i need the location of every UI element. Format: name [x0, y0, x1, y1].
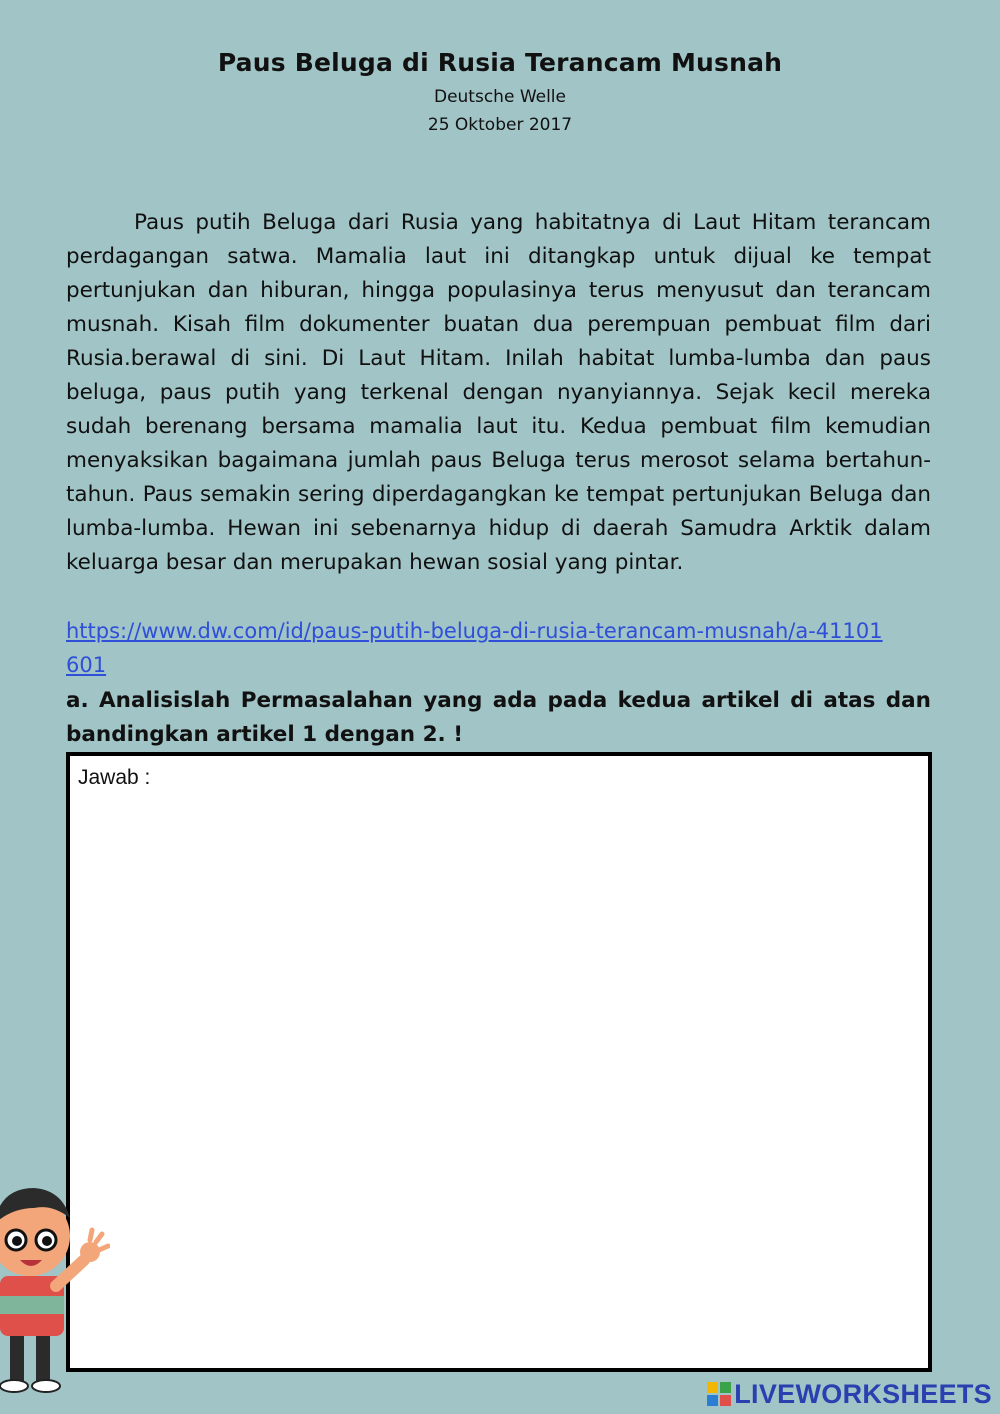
article-body: Paus putih Beluga dari Rusia yang habitatnya di Laut Hitam terancam perdagangan satwa. Mamalia laut ini ditangkap untuk dijual ke tempat pertunjukan dan hiburan, hingga populasinya terus menyusut dan terancam musnah. Kisah film dokumenter buatan dua perempuan pembuat film dari Rusia.berawal di sini. Di Laut Hitam. Inilah habitat lumba-lumba dan paus beluga, paus putih yang terkenal dengan nyanyiannya. Sejak kecil mereka sudah berenang bersama mamalia laut itu. Kedua pembuat film kemudian menyaksikan bagaimana jumlah paus Beluga terus merosot selama bertahun-tahun. Paus semakin sering diperdagangkan ke tempat pertunjukan Beluga dan lumba-lumba. Hewan ini sebenarnya hidup di daerah Samudra Arktik dalam keluarga besar dan merupakan hewan sosial yang pintar. [66, 210, 931, 575]
answer-label: Jawab : [78, 766, 151, 789]
waving-kid-icon [0, 1178, 110, 1398]
article-source: Deutsche Welle [433, 87, 566, 107]
article-title: Paus Beluga di Rusia Terancam Musnah [217, 48, 783, 77]
liveworksheets-logo-text: LIVEWORKSHEETS [734, 1378, 992, 1409]
source-link[interactable]: https://www.dw.com/id/paus-putih-beluga-di-rusia-terancam-musnah/a-41101601 [66, 619, 883, 677]
answer-box[interactable] [66, 752, 932, 1372]
liveworksheets-mark-icon [707, 1382, 731, 1406]
liveworksheets-logo [707, 1378, 992, 1410]
article-date: 25 Oktober 2017 [427, 115, 573, 135]
question-text: a. Analisislah Permasalahan yang ada pada kedua artikel di atas dan bandingkan artikel 1 dengan 2. ! [66, 688, 931, 747]
